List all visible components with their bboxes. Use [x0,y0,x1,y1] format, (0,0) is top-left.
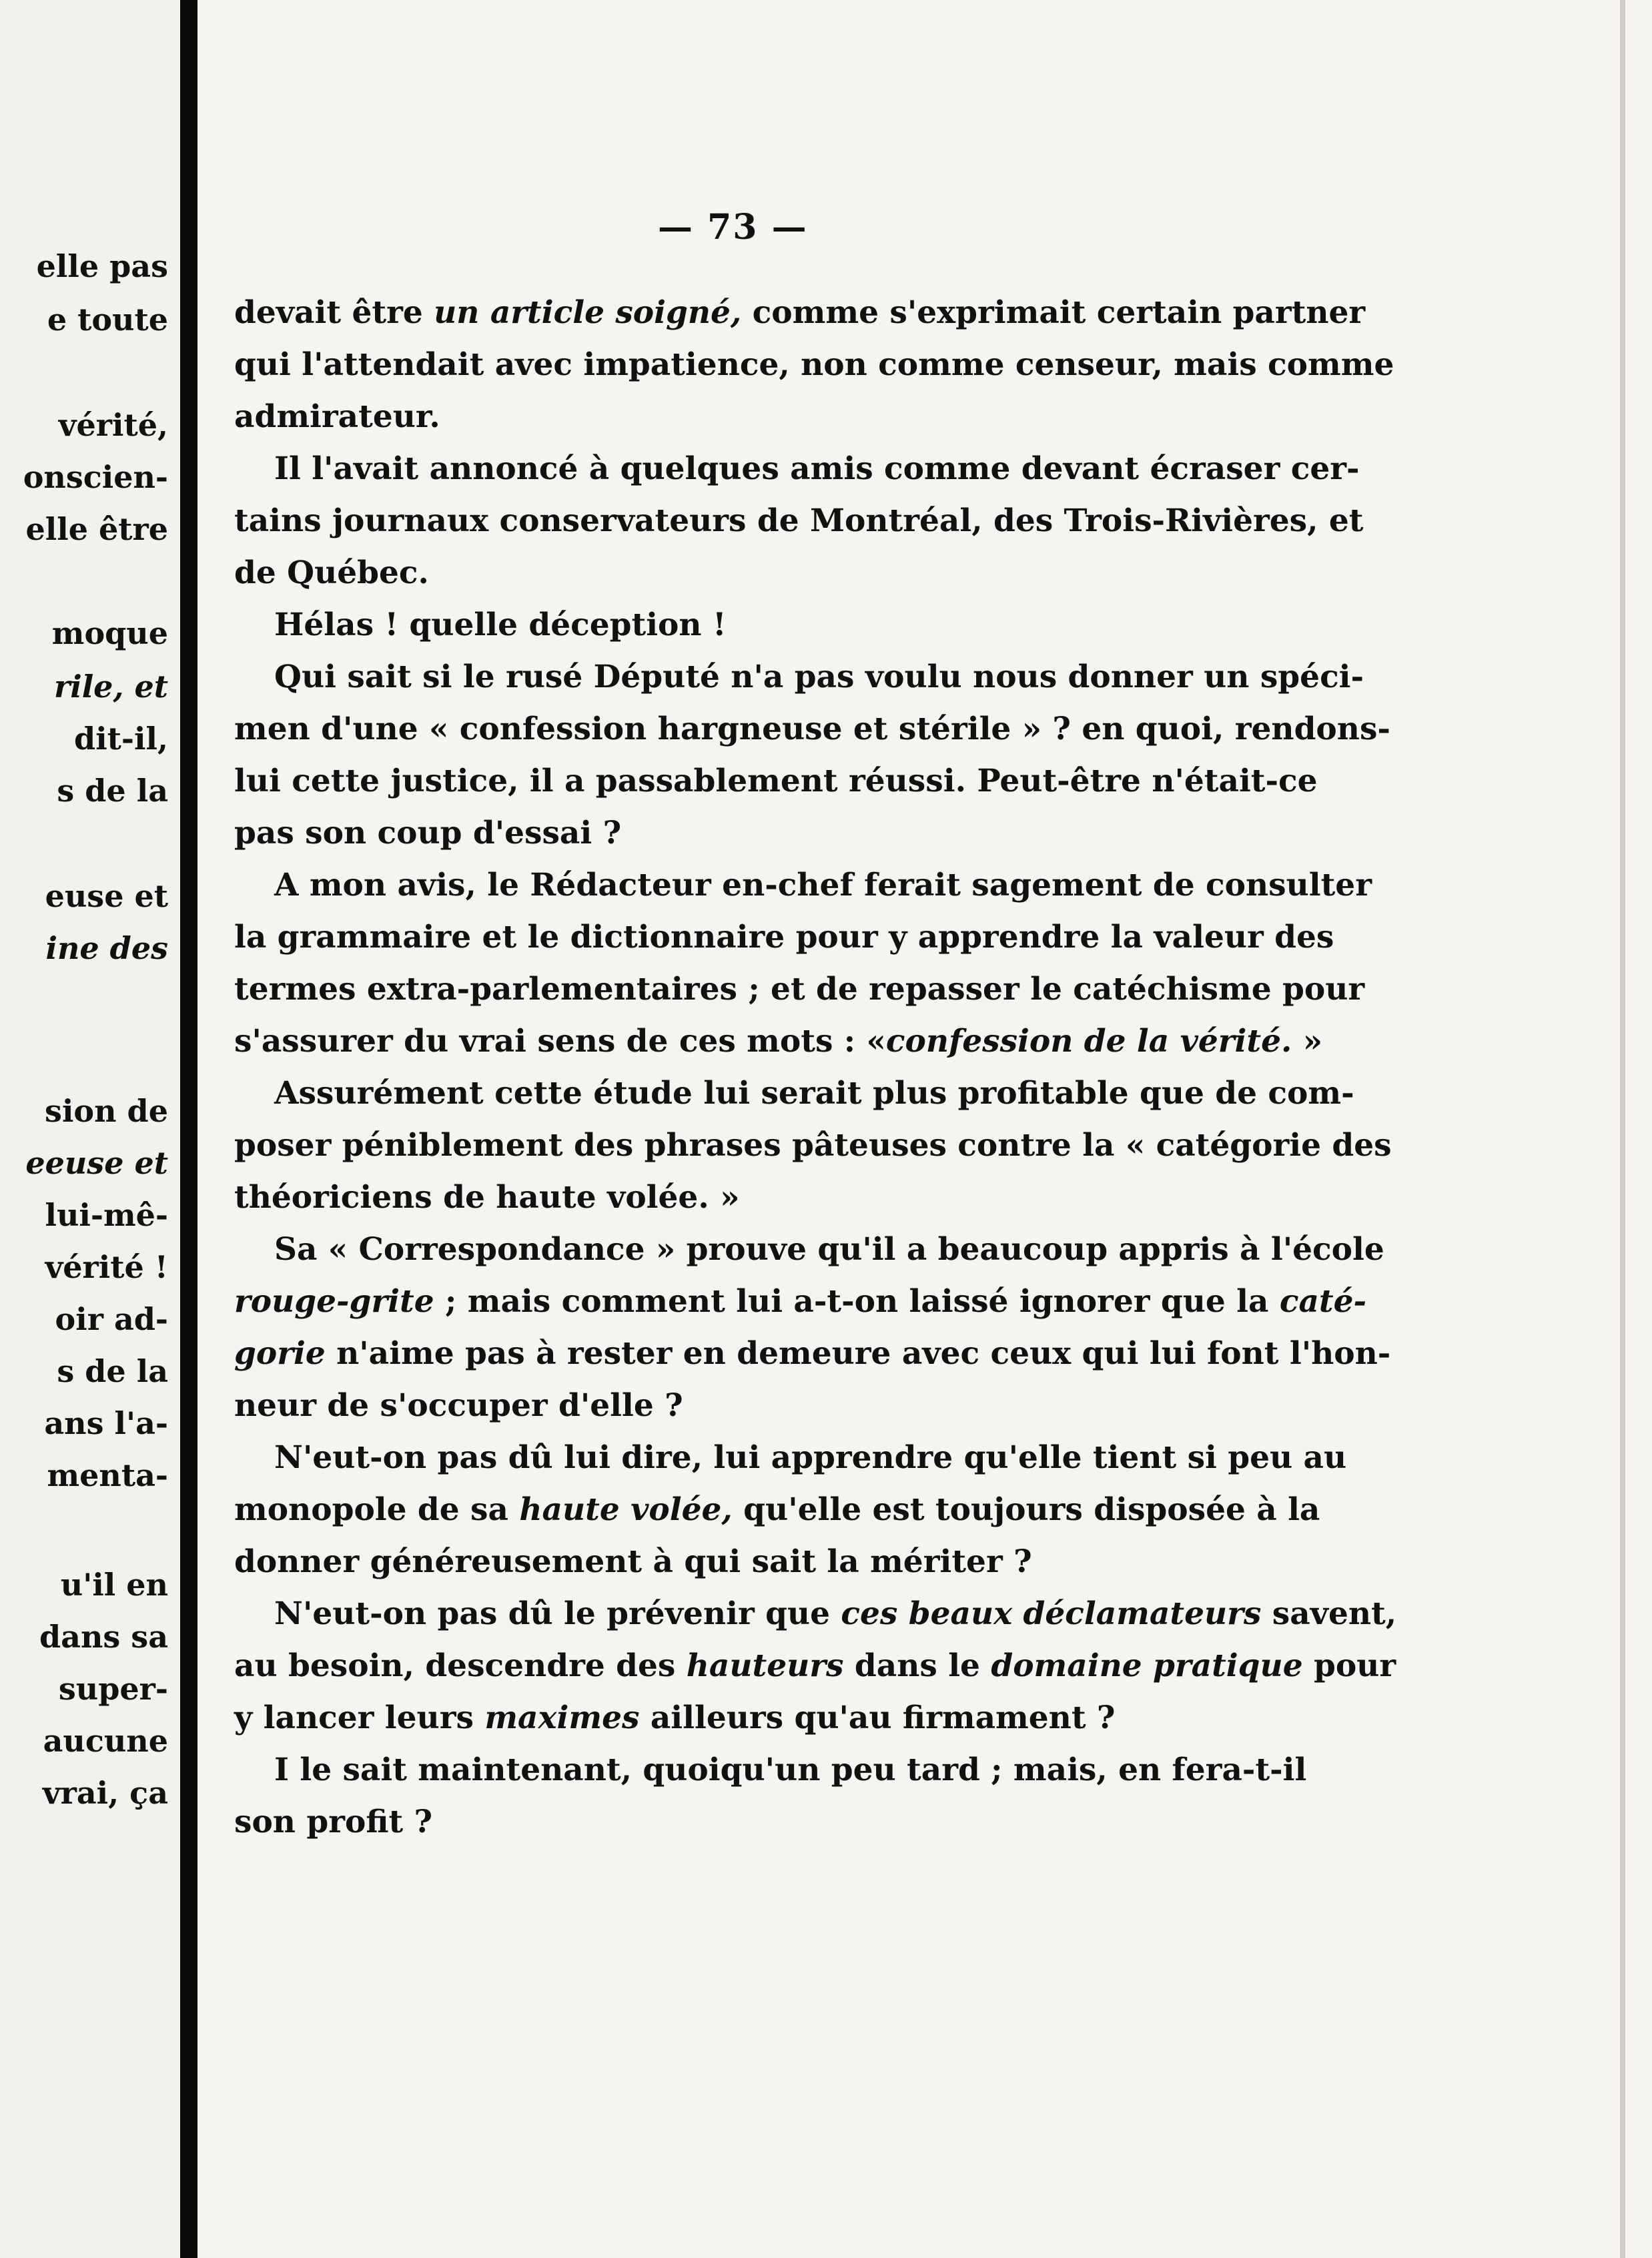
text-line: termes extra-parlementaires ; et de repasser le catéchisme pour [234,971,1365,1008]
text-line [234,287,1366,339]
text-span: n'aime pas à rester en demeure avec ceux qui lui font l'hon- [325,1335,1391,1372]
left-page-line: elle être [25,511,168,547]
text-line: son profit ? [234,1804,433,1840]
left-page-line: elle pas [36,248,168,284]
italic-span: confession de la vérité. [885,1023,1292,1060]
left-page-line: vrai, ça [42,1775,168,1811]
left-page-line: oir ad- [55,1301,168,1337]
italic-span: caté- [1279,1283,1367,1320]
left-page-line: euse et [45,878,168,914]
left-page-line: sion de [45,1093,168,1129]
left-page-line: rile, et [54,669,168,705]
text-line: tains journaux conservateurs de Montréal, des Trois-Rivières, et [234,502,1364,539]
left-page-line: ine des [45,930,168,966]
left-page-line: u'il en [60,1567,168,1603]
text-line: I le sait maintenant, quoiqu'un peu tard ; mais, en fera-t-il [274,1752,1307,1788]
left-page-line: eeuse et [25,1145,168,1181]
text-line [234,1484,1320,1536]
left-page-line: dit-il, [74,721,168,757]
text-line: la grammaire et le dictionnaire pour y apprendre la valeur des [234,919,1334,956]
text-line: neur de s'occuper d'elle ? [234,1387,683,1424]
italic-span: ces beaux déclamateurs [841,1595,1262,1632]
left-page-line: lui-mê- [45,1197,168,1233]
page-number: — 73 — [658,207,808,248]
italic-span: maximes [484,1700,640,1736]
text-line: poser péniblement des phrases pâteuses contre la « catégorie des [234,1127,1392,1164]
text-line: Sa « Correspondance » prouve qu'il a beaucoup appris à l'école [274,1231,1384,1268]
text-line: lui cette justice, il a passablement réussi. Peut-être n'était-ce [234,763,1318,799]
page-gutter [180,0,197,2258]
text-line [234,1328,1391,1380]
text-line: Assurément cette étude lui serait plus profitable que de com- [274,1075,1354,1112]
left-page-line: vérité, [58,407,168,443]
text-line: donner généreusement à qui sait la mériter ? [234,1543,1032,1580]
text-span: dans le [843,1647,991,1684]
left-page-line: s de la [57,773,168,809]
text-line: A mon avis, le Rédacteur en-chef ferait sagement de consulter [274,867,1372,903]
text-line: Qui sait si le rusé Député n'a pas voulu nous donner un spéci- [274,659,1364,695]
left-page-line: super- [58,1671,168,1707]
italic-span: gorie [234,1335,326,1372]
text-line [234,1016,1323,1068]
text-span: » [1292,1023,1323,1060]
text-line: Hélas ! quelle déception ! [274,607,727,643]
text-span: monopole de sa [234,1491,520,1528]
text-span: au besoin, descendre des [234,1647,687,1684]
left-page-line: ans l'a- [44,1405,168,1441]
text-span: qu'elle est toujours disposée à la [732,1491,1320,1528]
text-span: comme s'exprimait certain partner [741,294,1366,331]
page-edge [1620,0,1625,2258]
text-span: y lancer leurs [234,1700,485,1736]
text-span: s'assurer du vrai sens de ces mots : « [234,1023,886,1060]
text-span: ailleurs qu'au firmament ? [639,1700,1116,1736]
italic-span: rouge-grite [234,1283,434,1320]
left-page-line: moque [51,615,168,651]
italic-span: un article soigné, [434,294,742,331]
body-text [234,287,1397,1848]
text-line: qui l'attendait avec impatience, non comme censeur, mais comme [234,346,1394,383]
text-span: N'eut-on pas dû le prévenir que [274,1595,841,1632]
text-line [234,1588,1397,1640]
text-line [234,1692,1235,1744]
text-line [234,1640,1396,1692]
italic-span: hauteurs [686,1647,844,1684]
text-span: devait être [234,294,434,331]
left-page-line: e toute [47,302,168,338]
italic-span: haute volée, [519,1491,733,1528]
left-page-line: menta- [47,1457,168,1493]
text-line [234,1276,1367,1328]
text-line: pas son coup d'essai ? [234,815,622,851]
text-span: pour [1302,1647,1396,1684]
text-line: men d'une « confession hargneuse et stérile » ? en quoi, rendons- [234,711,1390,747]
text-line: N'eut-on pas dû lui dire, lui apprendre qu'elle tient si peu au [274,1439,1347,1476]
left-page-line: s de la [57,1353,168,1389]
text-line: de Québec. [234,554,429,591]
italic-span: domaine pratique [991,1647,1303,1684]
left-page-line: onscien- [23,459,168,495]
text-span: savent, [1261,1595,1397,1632]
left-page-line: dans sa [39,1619,168,1655]
text-line: théoriciens de haute volée. » [234,1179,740,1216]
left-page-line: vérité ! [45,1249,168,1285]
text-line: admirateur. [234,398,440,435]
main-page [197,0,1652,2258]
text-span: ; mais comment lui a-t-on laissé ignorer que la [434,1283,1280,1320]
left-facing-page [0,0,180,2258]
left-page-line: aucune [43,1723,168,1759]
text-line: Il l'avait annoncé à quelques amis comme devant écraser cer- [274,450,1360,487]
